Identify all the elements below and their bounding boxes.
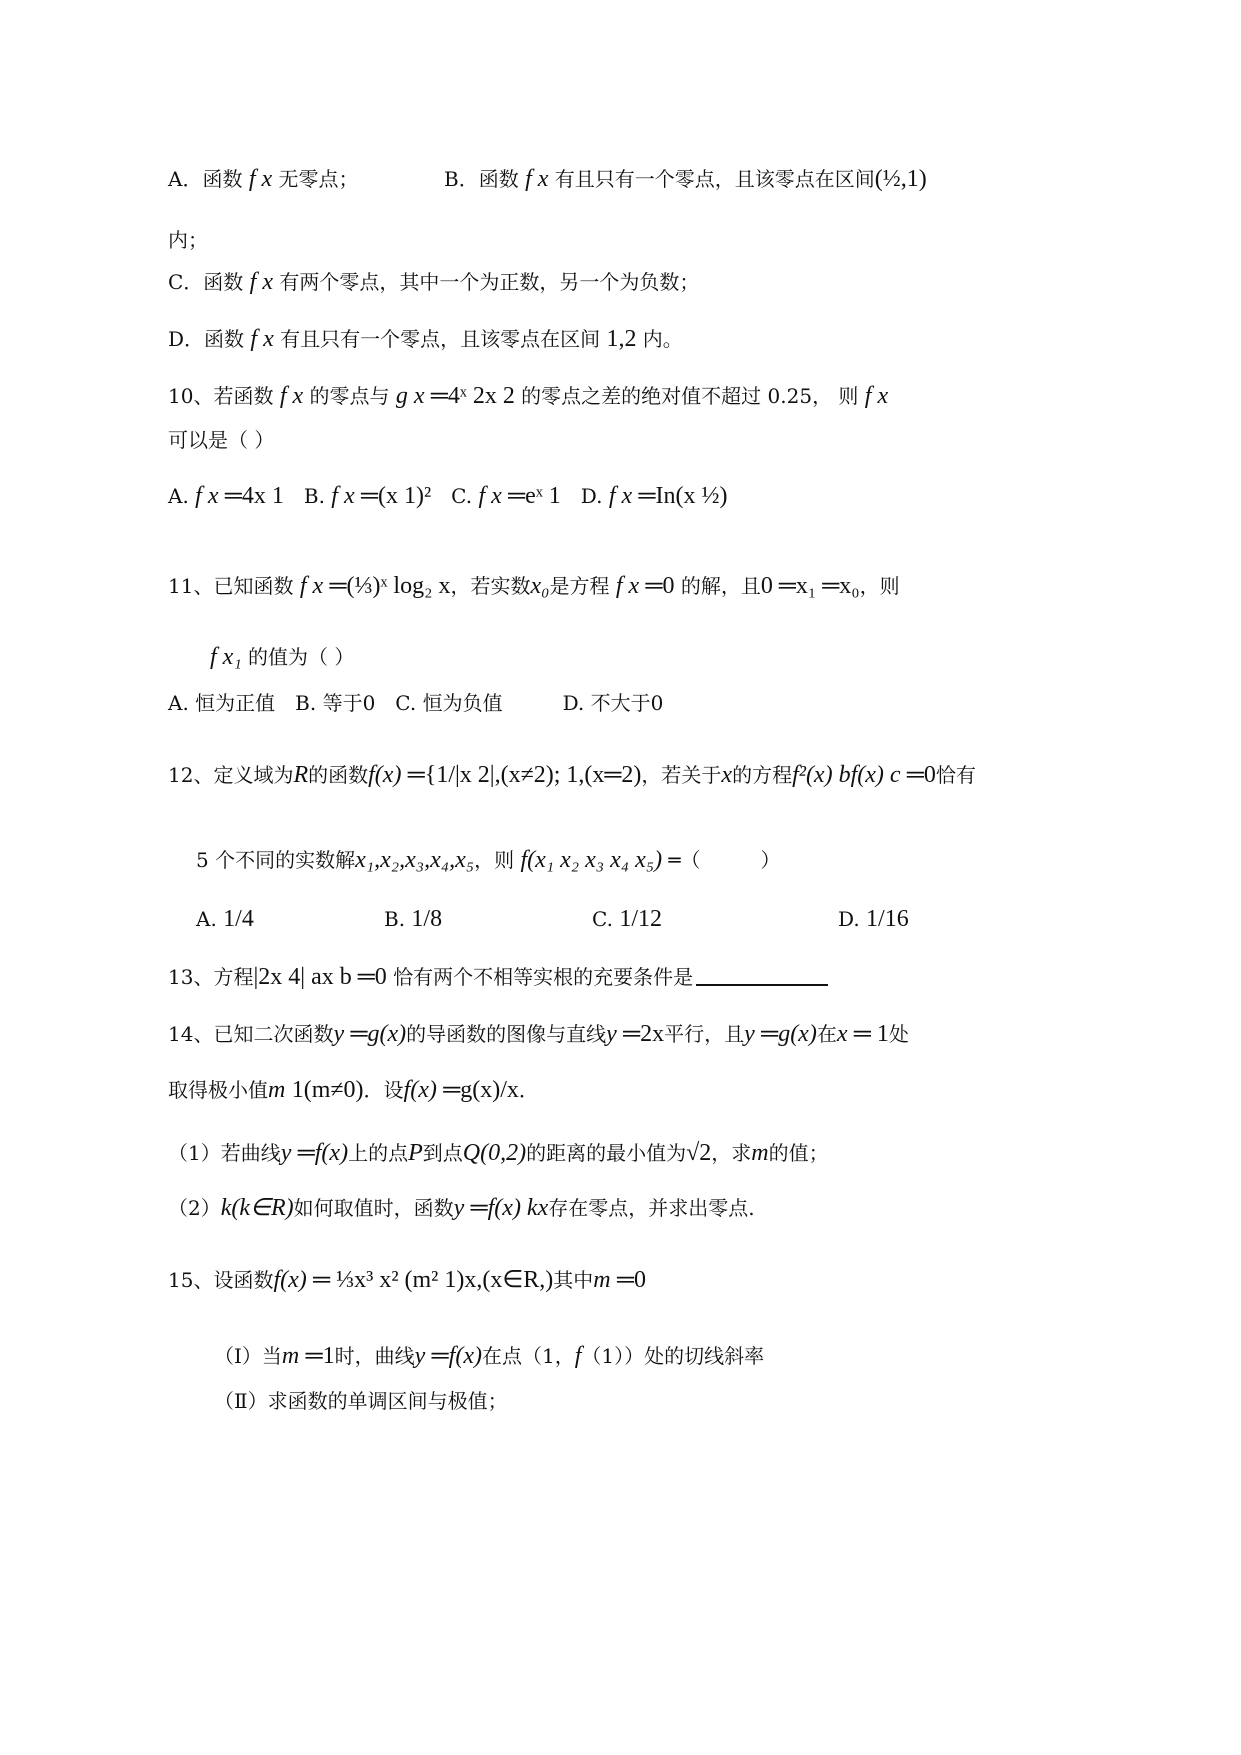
q14-part1: （1）若曲线y ═f(x)上的点P到点Q(0,2)的距离的最小值为√2，求m的值； (168, 1140, 829, 1166)
q15-stem: 15、设函数f(x) ═ ⅓x³ x² (m² 1)x,(x∈R,)其中m ═0 (168, 1267, 646, 1293)
q9-option-a: A．函数 f x 无零点； (168, 166, 359, 192)
q14-stem-cont: 取得极小值m 1(m≠0)．设f(x) ═g(x)/x． (168, 1077, 539, 1103)
q12-option-b: B. 1/8 (384, 906, 443, 932)
q12-stem: 12、定义域为R的函数f(x) ═{1/|x 2|,(x≠2); 1,(x═2)，若关于x的方程f²(x) bf(x) c ═0恰有 (168, 762, 976, 788)
q13-answer-blank (696, 984, 828, 986)
q9-option-d: D．函数 f x 有且只有一个零点，且该零点在区间 1,2 内。 (168, 326, 683, 352)
q15-part1: （Ⅰ）当m ═1时，曲线y ═f(x)在点（1，f（1））处的切线斜率 (214, 1343, 765, 1369)
q12-stem-cont: 5 个不同的实数解x₁,x₂,x₃,x₄,x₅，则 f(x₁ x₂ x₃ x₄ x₅) ═（ ） (196, 847, 781, 873)
q12-option-a: A. 1/4 (196, 906, 254, 932)
q10-stem-cont: 可以是（ ） (168, 428, 275, 452)
q14-part2: （2）k(k∈R)如何取值时，函数y ═f(x) kx存在零点，并求出零点. (168, 1195, 755, 1221)
q11-stem-cont: f x₁ 的值为（ ） (210, 644, 355, 670)
q11-options: A. 恒为正值 B. 等于0 C. 恒为负值 D. 不大于0 (168, 691, 664, 715)
q9-option-c: C．函数 f x 有两个零点，其中一个为正数，另一个为负数； (168, 269, 700, 295)
q11-stem: 11、已知函数 f x ═(⅓)ˣ log₂ x，若实数x₀是方程 f x ═0 的解，且0 ═x₁ ═x₀，则 (168, 573, 900, 599)
q9-option-b-cont: 内； (168, 228, 208, 252)
q9-option-b: B．函数 f x 有且只有一个零点，且该零点在区间(½,1) (444, 166, 927, 192)
q12-option-d: D. 1/16 (838, 906, 909, 932)
q10-stem: 10、若函数 f x 的零点与 g x ═4ˣ 2x 2 的零点之差的绝对值不超过 0.25， 则 f x (168, 383, 889, 409)
q10-options: A. f x ═4x 1 B. f x ═(x 1)² C. f x ═eˣ 1 D. f x ═In(x ½) (168, 483, 728, 509)
q12-option-c: C. 1/12 (592, 906, 662, 932)
q14-stem: 14、已知二次函数y ═g(x)的导函数的图像与直线y ═2x平行，且y ═g(x)在x ═ 1处 (168, 1021, 909, 1047)
q13-stem: 13、方程|2x 4| ax b ═0 恰有两个不相等实根的充要条件是 (168, 964, 694, 990)
q15-part2: （Ⅱ）求函数的单调区间与极值； (214, 1389, 508, 1413)
